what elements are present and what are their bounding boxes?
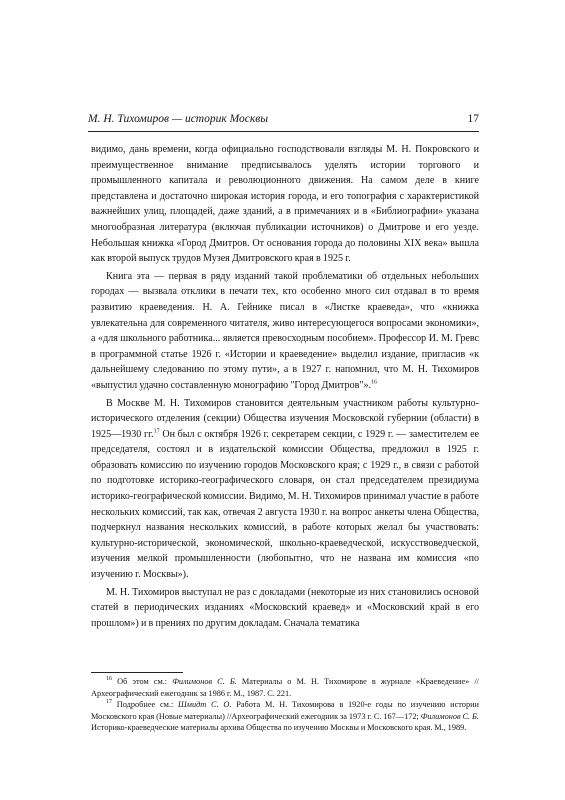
paragraph-1 <box>91 142 479 267</box>
footnote-16-author: Филимонов С. Б. <box>172 677 237 686</box>
footnote-16-text-b: Материалы о М. Н. Тихомирове в журнале «Краеведение» // Археографический ежегодник за 1986 г. М., 1987. С. 221. <box>91 677 479 698</box>
footnote-16 <box>91 676 479 699</box>
paragraph-4 <box>91 585 479 632</box>
paragraph-4-text: М. Н. Тихомиров выступал не раз с докладами (некоторые из них становились основой статей в периодических изданиях «Московский краевед» и «Московский край в его прошлом») и в прениях по другим докладам. Сначала тематика <box>91 586 479 629</box>
footnote-ref-16[interactable]: 16 <box>370 379 377 386</box>
page-number: 17 <box>467 113 479 125</box>
footnote-17-number: 17 <box>106 699 112 706</box>
header-rule <box>88 131 479 132</box>
footnote-17-author-1: Шмидт С. О. <box>178 700 232 710</box>
footnote-16-text-a: Об этом см.: <box>112 677 173 686</box>
paragraph-3-text-b: Он был с октября 1926 г. секретарем секции, с 1929 г. — заместителем ее председателя, состоял и в издательской комиссии Общества, предложил в 1925 г. образовать комиссию по изучению городов Московского края; с 1929 г., в связи с работой по подготовке историко-географического словаря, он стал председателем президиума историко-географической комиссии. Видимо, М. Н. Тихомиров принимал участие в работе нескольких комиссий, так как, отвечая 2 августа 1930 г. на вопрос анкеты члена Общества, подчеркнул названия нескольких комиссий, в работе которых желал бы участвовать: культурно-исторической, экономической, школьно-краеведческой, искусствоведческой, изучения мелкой промышленности (любопытно, что не названа им комиссия «по изучению г. Москвы»). <box>91 428 479 581</box>
footnote-17-author-2: Филимонов С. Б. <box>420 711 479 721</box>
footnote-17-text-c: Историко-краеведческие материалы архива Общества по изучению Москвы и Московского края. М., 1989. <box>91 723 467 733</box>
footnotes <box>91 676 479 734</box>
paragraph-1-text: видимо, дань времени, когда официально господствовали взгляды М. Н. Покровского и преимущественное внимание предписывалось уделять истории торгового и промышленного капитала и революционного движения. На самом деле в книге представлена и достаточно широкая история города, и его топография с характеристикой важнейших улиц, площадей, даже зданий, а в примечаниях и в «Библиографии» указана многообразная литература (включая публикации источников) о Дмитрове и его уезде. Небольшая книжка «Город Дмитров. От основания города до половины XIX века» вышла как второй выпуск трудов Музея Дмитровского края в 1925 г. <box>91 144 479 265</box>
footnote-rule <box>91 672 183 673</box>
footnote-17 <box>91 699 479 734</box>
body-text <box>91 142 479 631</box>
paragraph-2 <box>91 269 479 394</box>
paragraph-2-text: Книга эта — первая в ряду изданий такой проблематики об отдельных небольших городах — вызвала отклики в печати тех, кто особенно много сил отдавал в то время развитию краеведения. Н. А. Гейнике писал в «Листке краеведа», что «книжка увлекательна для современного читателя, живо интересующегося вопросами экономики», а «для школьного работника... является превосходным пособием». Профессор И. М. Гревс в программной статье 1926 г. «Истории и краеведение» выделил издание, пригласив «к дальнейшему следованию по этому пути», а в 1927 г. напомнил, что М. Н. Тихомиров «выпустил удачно составленную монографию "Город Дмитров"». <box>91 270 479 391</box>
running-title: М. Н. Тихомиров — историк Москвы <box>88 113 269 125</box>
footnote-16-number: 16 <box>106 676 112 683</box>
page-header <box>88 113 479 129</box>
footnote-17-text-b: Работа М. Н. Тихомирова в 1920-е годы по изучению истории Московского края (Новые материалы) //Археографический ежегодник за 1973 г. С. 167—172; <box>91 700 479 721</box>
footnote-ref-17[interactable]: 17 <box>153 428 160 435</box>
paragraph-3 <box>91 396 479 583</box>
footnote-17-text-a: Подробнее см.: <box>112 700 179 710</box>
paragraph-3-text-a: В Москве М. Н. Тихомиров становится деятельным участником работы культурно-исторического отделения (секции) Общества изучения Московской губернии (области) в 1925—1930 гг. <box>91 397 479 440</box>
